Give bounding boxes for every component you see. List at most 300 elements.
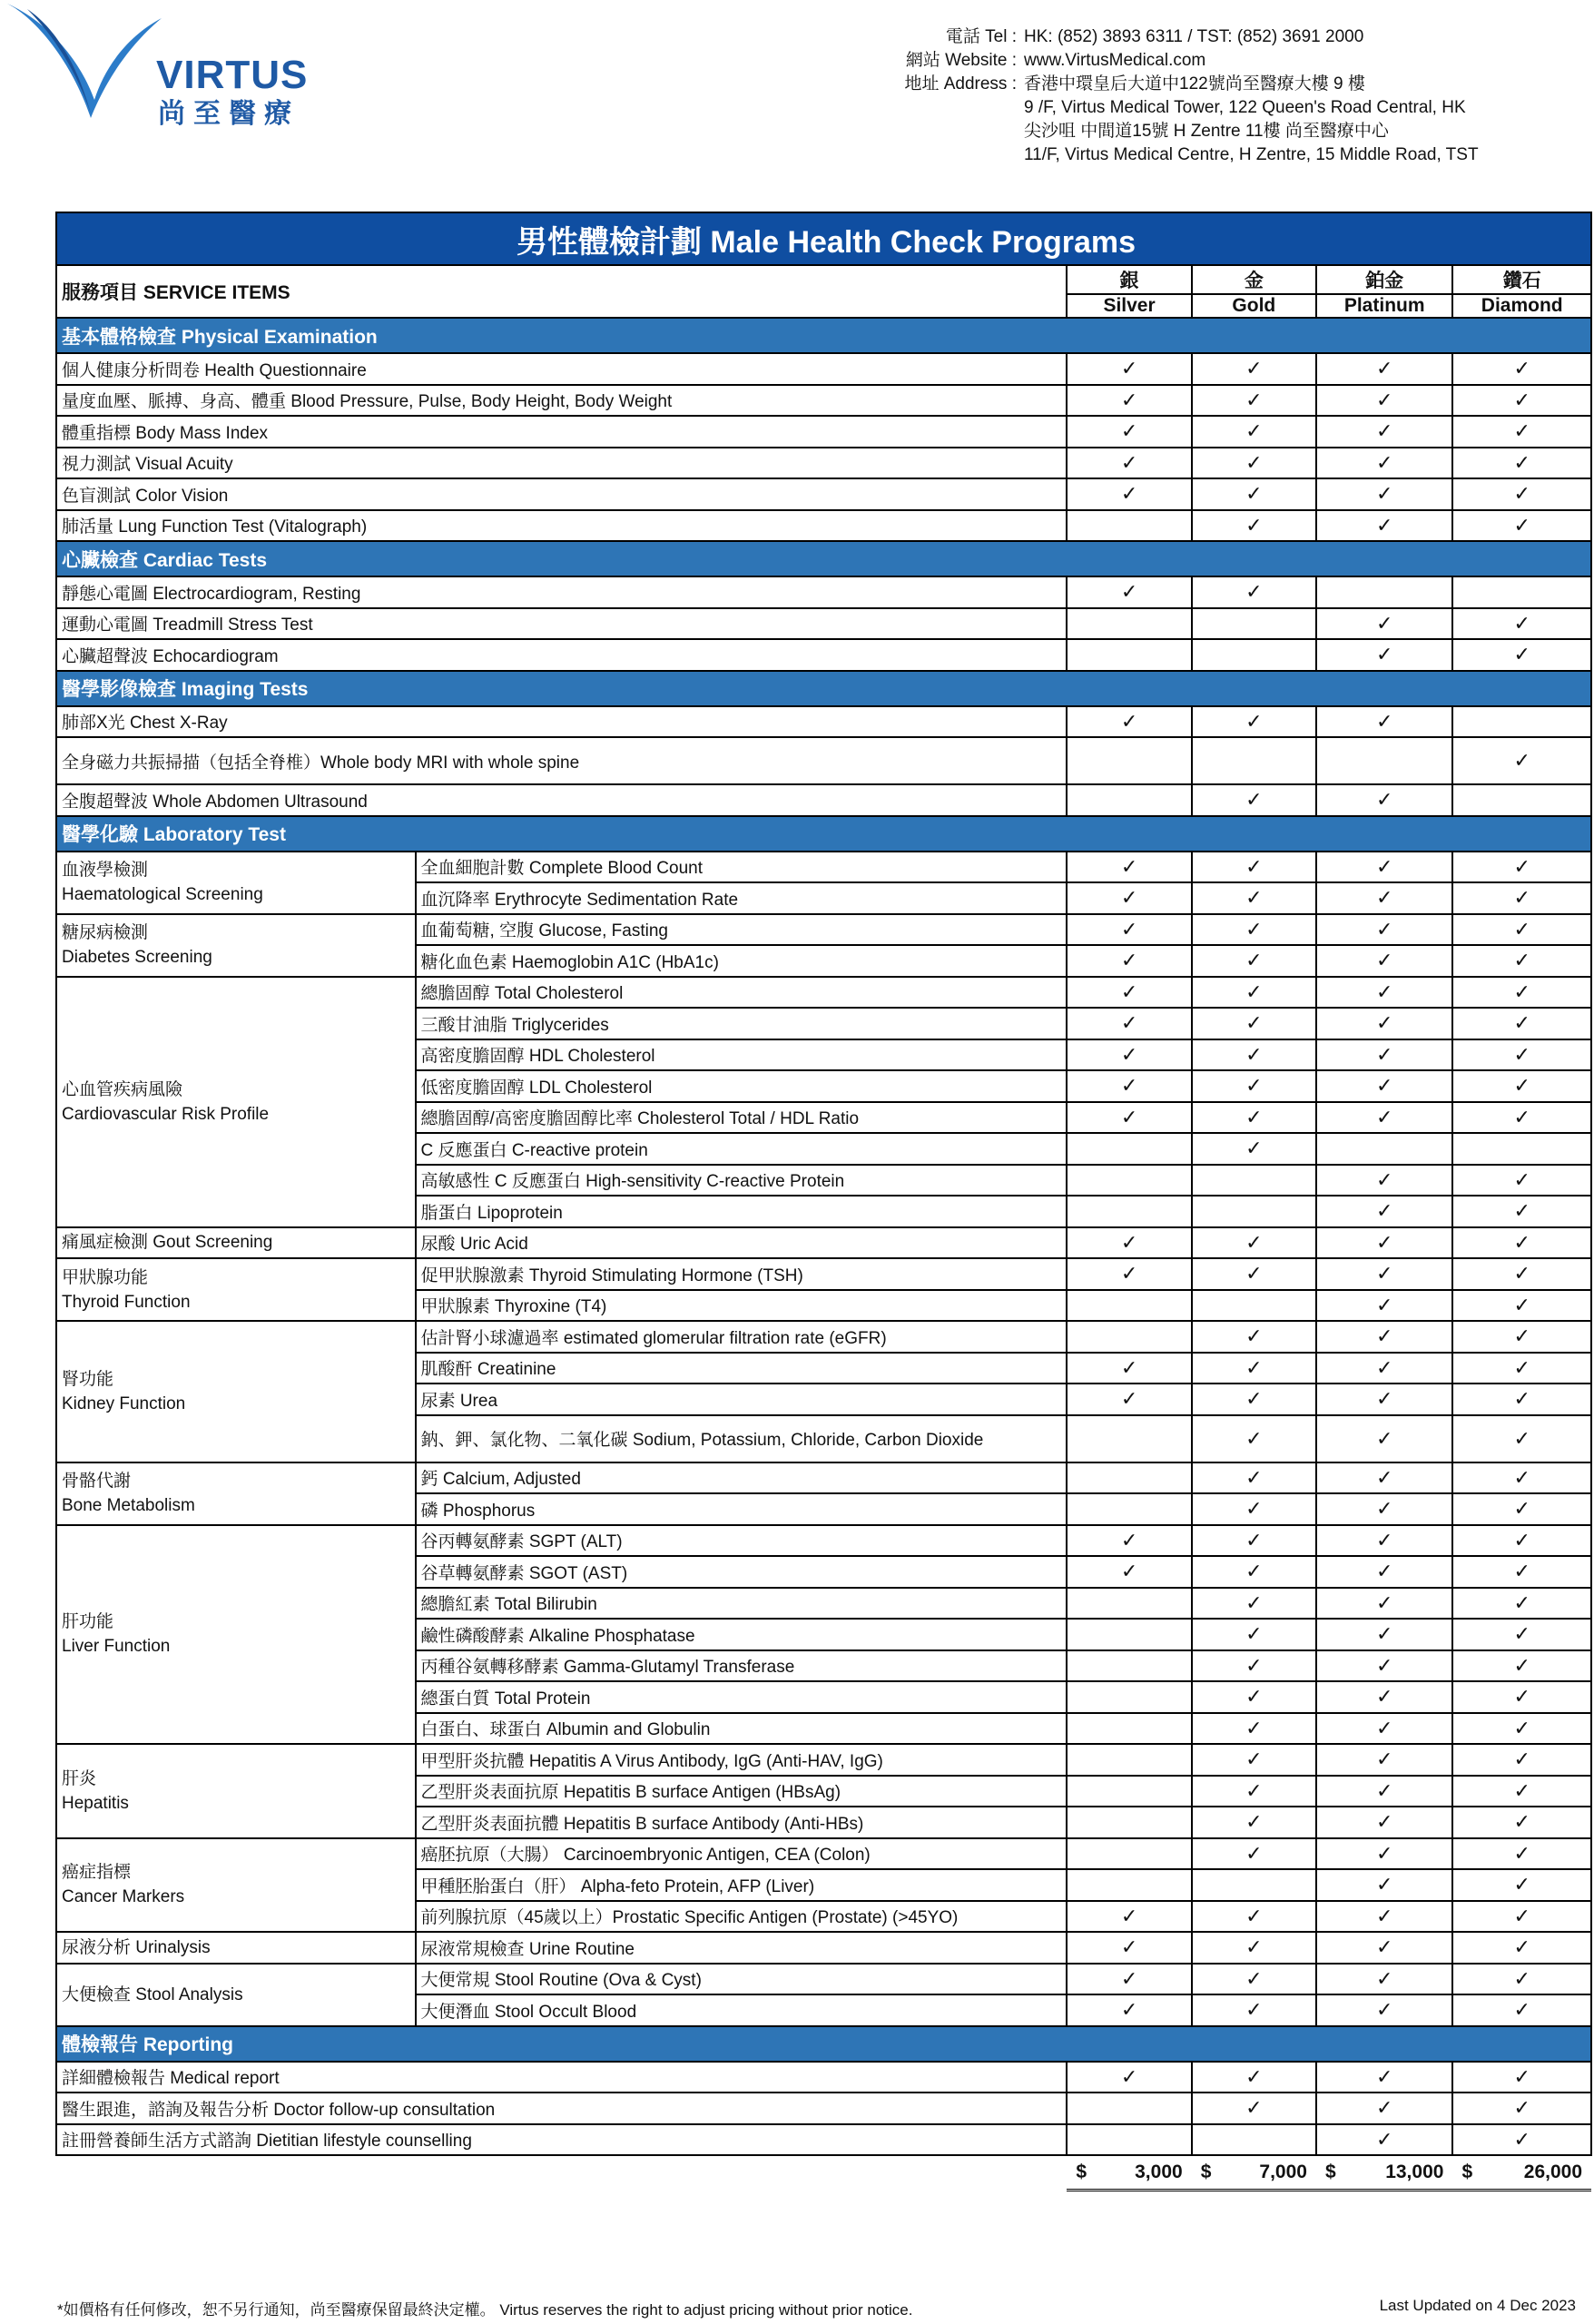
tick-cell (1192, 639, 1316, 671)
price-currency: $ (1461, 2162, 1473, 2182)
table-row (56, 576, 1591, 608)
service-item: 糖化血色素 Haemoglobin A1C (HbA1c) (416, 945, 1068, 977)
table-row (56, 416, 1591, 448)
tick-cell: ✓ (1067, 1525, 1191, 1557)
tick-cell: ✓ (1452, 448, 1591, 479)
contact-label (853, 120, 1024, 143)
tick-cell: ✓ (1452, 1165, 1591, 1196)
tick-cell: ✓ (1452, 977, 1591, 1009)
tick-cell: ✓ (1192, 2093, 1316, 2124)
service-item: 色盲測試 Color Vision (56, 478, 1067, 510)
test-group-en: Haematological Screening (62, 885, 263, 904)
tick-cell: ✓ (1192, 448, 1316, 479)
test-group (56, 1462, 416, 1525)
tick-cell: ✓ (1316, 1353, 1452, 1384)
tick-cell: ✓ (1067, 914, 1191, 946)
tick-cell: ✓ (1067, 977, 1191, 1009)
tick-cell: ✓ (1316, 1415, 1452, 1462)
service-item: 視力測試 Visual Acuity (56, 448, 1067, 479)
tick-cell: ✓ (1192, 1713, 1316, 1745)
tick-cell: ✓ (1316, 1964, 1452, 1995)
tick-cell: ✓ (1192, 1807, 1316, 1838)
tick-cell: ✓ (1316, 1321, 1452, 1353)
test-group-zh: 肝功能 (62, 1612, 114, 1632)
tick-cell (1067, 1133, 1191, 1165)
section-header-row (56, 671, 1591, 706)
tick-cell: ✓ (1316, 1258, 1452, 1290)
tick-cell: ✓ (1452, 1258, 1591, 1290)
tick-cell (1067, 1838, 1191, 1870)
tick-cell: ✓ (1067, 1102, 1191, 1134)
table-row (56, 914, 1591, 946)
test-group-zh: 血液學檢測 (62, 861, 149, 880)
tick-cell: ✓ (1452, 1807, 1591, 1838)
tick-cell: ✓ (1452, 1070, 1591, 1102)
tick-cell: ✓ (1452, 1462, 1591, 1494)
tick-cell: ✓ (1452, 1008, 1591, 1039)
tick-cell: ✓ (1192, 1838, 1316, 1870)
tick-cell: ✓ (1316, 1196, 1452, 1227)
price-currency: $ (1324, 2162, 1336, 2182)
tick-cell: ✓ (1067, 706, 1191, 738)
tick-cell: ✓ (1192, 882, 1316, 914)
table-row (56, 1462, 1591, 1494)
tick-cell (1316, 1133, 1452, 1165)
test-group (56, 1227, 416, 1259)
logo-wordmark: VIRTUS (156, 53, 309, 97)
tick-cell: ✓ (1452, 1619, 1591, 1650)
service-item: 血葡萄糖, 空腹 Glucose, Fasting (416, 914, 1068, 946)
contact-label: 地址 Address : (904, 74, 1017, 94)
tick-cell (1316, 576, 1452, 608)
test-group-zh: 腎功能 (62, 1369, 114, 1389)
tick-cell: ✓ (1452, 478, 1591, 510)
contact-label: 網站 Website : (905, 51, 1017, 70)
tick-cell: ✓ (1192, 510, 1316, 542)
table-row (56, 2062, 1591, 2093)
tier-header-row (56, 265, 1591, 294)
test-group-zh: 肝炎 (62, 1768, 97, 1788)
tick-cell: ✓ (1452, 639, 1591, 671)
tick-cell: ✓ (1316, 914, 1452, 946)
table-row (56, 448, 1591, 479)
tick-cell (1067, 1588, 1191, 1620)
tick-cell: ✓ (1316, 1165, 1452, 1196)
contact-row (853, 143, 1479, 167)
tick-cell: ✓ (1316, 1932, 1452, 1964)
tick-cell: ✓ (1452, 1353, 1591, 1384)
test-group-zh: 尿液分析 Urinalysis (62, 1937, 211, 1957)
tick-cell: ✓ (1192, 852, 1316, 883)
tick-cell (1067, 510, 1191, 542)
tick-cell (1067, 737, 1191, 784)
tick-cell: ✓ (1452, 1525, 1591, 1557)
service-item: 鈣 Calcium, Adjusted (416, 1462, 1068, 1494)
tick-cell: ✓ (1192, 1353, 1316, 1384)
tick-cell: ✓ (1452, 1321, 1591, 1353)
service-item: 脂蛋白 Lipoprotein (416, 1196, 1068, 1227)
tick-cell: ✓ (1192, 576, 1316, 608)
table-row (56, 639, 1591, 671)
tick-cell: ✓ (1452, 1196, 1591, 1227)
test-group (56, 977, 416, 1227)
service-item: 促甲狀腺激素 Thyroid Stimulating Hormone (TSH) (416, 1258, 1068, 1290)
test-group-zh: 癌症指標 (62, 1863, 132, 1883)
test-group (56, 1258, 416, 1321)
service-item: 詳細體檢報告 Medical report (56, 2062, 1067, 2093)
tick-cell (1067, 1713, 1191, 1745)
tick-cell: ✓ (1192, 914, 1316, 946)
tick-cell: ✓ (1316, 510, 1452, 542)
test-group-en: Bone Metabolism (62, 1496, 195, 1515)
tick-cell: ✓ (1452, 737, 1591, 784)
contact-row (853, 120, 1479, 143)
tick-cell: ✓ (1316, 1039, 1452, 1071)
health-check-table (55, 212, 1592, 2191)
service-item: 甲狀腺素 Thyroxine (T4) (416, 1290, 1068, 1322)
table-row (56, 510, 1591, 542)
tick-cell: ✓ (1316, 784, 1452, 816)
section-header-row (56, 816, 1591, 852)
tick-cell: ✓ (1452, 353, 1591, 385)
tick-cell: ✓ (1316, 478, 1452, 510)
service-item: 體重指標 Body Mass Index (56, 416, 1067, 448)
contact-label (853, 143, 1024, 167)
section-header-row (56, 541, 1591, 576)
service-item: 肺部X光 Chest X-Ray (56, 706, 1067, 738)
price-silver (1067, 2155, 1191, 2191)
tick-cell: ✓ (1316, 1493, 1452, 1525)
last-updated: Last Updated on 4 Dec 2023 (1379, 2297, 1576, 2314)
tick-cell: ✓ (1452, 1901, 1591, 1933)
tick-cell (1452, 784, 1591, 816)
tick-cell: ✓ (1192, 1744, 1316, 1776)
pricing-footnote: *如價格有任何修改，恕不另行通知，尚至醫療保留最終決定權。 Virtus reserves the right to adjust pricing without prior notice. (57, 2301, 913, 2319)
tick-cell: ✓ (1067, 478, 1191, 510)
tier-zh-silver: 銀 (1067, 265, 1191, 294)
tick-cell: ✓ (1316, 1008, 1452, 1039)
service-item: 醫生跟進，諮詢及報告分析 Doctor follow-up consultation (56, 2093, 1067, 2124)
tick-cell: ✓ (1452, 945, 1591, 977)
tick-cell: ✓ (1452, 1744, 1591, 1776)
table-row (56, 2124, 1591, 2156)
test-group (56, 1321, 416, 1462)
tick-cell: ✓ (1316, 1681, 1452, 1713)
tick-cell (1067, 1619, 1191, 1650)
table-row (56, 1227, 1591, 1259)
tick-cell (1192, 1165, 1316, 1196)
tick-cell (1452, 706, 1591, 738)
contact-info (853, 25, 1479, 167)
tick-cell: ✓ (1452, 1290, 1591, 1322)
service-item: 尿液常規檢查 Urine Routine (416, 1932, 1068, 1964)
tick-cell (1067, 1462, 1191, 1494)
tick-cell: ✓ (1316, 1290, 1452, 1322)
tick-cell: ✓ (1452, 1384, 1591, 1415)
table-row (56, 737, 1591, 784)
tick-cell: ✓ (1192, 1932, 1316, 1964)
tick-cell: ✓ (1452, 1588, 1591, 1620)
contact-row (853, 73, 1479, 96)
tick-cell: ✓ (1452, 608, 1591, 640)
tick-cell: ✓ (1067, 448, 1191, 479)
service-item: 三酸甘油脂 Triglycerides (416, 1008, 1068, 1039)
tick-cell: ✓ (1192, 1008, 1316, 1039)
tick-cell: ✓ (1067, 1994, 1191, 2026)
tick-cell: ✓ (1452, 385, 1591, 417)
table-row (56, 353, 1591, 385)
service-item: 前列腺抗原（45歲以上）Prostatic Specific Antigen (Prostate) (>45YO) (416, 1901, 1068, 1933)
table-row (56, 1744, 1591, 1776)
tick-cell: ✓ (1192, 1462, 1316, 1494)
section-title: 體檢報告 Reporting (56, 2026, 1591, 2062)
price-amount: 26,000 (1523, 2162, 1582, 2182)
contact-value: HK: (852) 3893 6311 / TST: (852) 3691 2000 (1024, 27, 1364, 46)
tick-cell: ✓ (1192, 1588, 1316, 1620)
tick-cell (1067, 1650, 1191, 1682)
contact-value: 9 /F, Virtus Medical Tower, 122 Queen's Road Central, HK (1024, 98, 1466, 117)
contact-label (853, 96, 1024, 120)
price-row (56, 2155, 1591, 2191)
tick-cell: ✓ (1192, 1321, 1316, 1353)
service-items-header: 服務項目 SERVICE ITEMS (56, 265, 1067, 318)
table-row (56, 608, 1591, 640)
tick-cell: ✓ (1067, 1901, 1191, 1933)
tick-cell: ✓ (1192, 1102, 1316, 1134)
tick-cell: ✓ (1452, 1493, 1591, 1525)
service-item: 尿素 Urea (416, 1384, 1068, 1415)
tick-cell (1067, 1776, 1191, 1807)
service-item: 血沉降率 Erythrocyte Sedimentation Rate (416, 882, 1068, 914)
tick-cell: ✓ (1452, 1838, 1591, 1870)
tick-cell: ✓ (1316, 1525, 1452, 1557)
tick-cell: ✓ (1067, 1384, 1191, 1415)
contact-row (853, 25, 1479, 49)
tier-zh-gold: 金 (1192, 265, 1316, 294)
service-item: 總膽固醇/高密度膽固醇比率 Cholesterol Total / HDL Ratio (416, 1102, 1068, 1134)
tick-cell: ✓ (1316, 448, 1452, 479)
tick-cell: ✓ (1316, 2093, 1452, 2124)
tick-cell: ✓ (1316, 1556, 1452, 1588)
tick-cell (1067, 1290, 1191, 1322)
tick-cell: ✓ (1067, 416, 1191, 448)
tick-cell (1067, 1744, 1191, 1776)
tick-cell: ✓ (1452, 882, 1591, 914)
tick-cell: ✓ (1316, 1994, 1452, 2026)
tick-cell: ✓ (1316, 1462, 1452, 1494)
tick-cell: ✓ (1067, 576, 1191, 608)
tick-cell: ✓ (1452, 1869, 1591, 1901)
tick-cell (1067, 608, 1191, 640)
tick-cell: ✓ (1192, 1556, 1316, 1588)
tick-cell: ✓ (1192, 1070, 1316, 1102)
service-item: 乙型肝炎表面抗體 Hepatitis B surface Antibody (Anti-HBs) (416, 1807, 1068, 1838)
service-item: 肌酸酐 Creatinine (416, 1353, 1068, 1384)
tick-cell: ✓ (1192, 1901, 1316, 1933)
price-amount: 3,000 (1135, 2162, 1183, 2182)
section-header-row (56, 318, 1591, 353)
tick-cell: ✓ (1452, 510, 1591, 542)
logo-v-mark (0, 0, 163, 136)
tick-cell (1067, 784, 1191, 816)
service-item: 量度血壓、脈搏、身高、體重 Blood Pressure, Pulse, Body Height, Body Weight (56, 385, 1067, 417)
tick-cell: ✓ (1316, 1102, 1452, 1134)
service-item: 低密度膽固醇 LDL Cholesterol (416, 1070, 1068, 1102)
tick-cell: ✓ (1316, 1713, 1452, 1745)
tick-cell: ✓ (1192, 478, 1316, 510)
contact-value[interactable]: www.VirtusMedical.com (1024, 51, 1206, 70)
tick-cell: ✓ (1067, 353, 1191, 385)
price-amount: 13,000 (1385, 2162, 1444, 2182)
tick-cell (1067, 1493, 1191, 1525)
test-group-zh: 大便檢查 Stool Analysis (62, 1984, 243, 2004)
tier-zh-diamond: 鑽石 (1452, 265, 1591, 294)
tick-cell: ✓ (1452, 416, 1591, 448)
service-item: 大便潛血 Stool Occult Blood (416, 1994, 1068, 2026)
section-title: 心臟檢查 Cardiac Tests (56, 541, 1591, 576)
tick-cell: ✓ (1316, 1227, 1452, 1259)
service-item: 乙型肝炎表面抗原 Hepatitis B surface Antigen (HBsAg) (416, 1776, 1068, 1807)
price-currency: $ (1200, 2162, 1212, 2182)
tier-en-gold: Gold (1192, 294, 1316, 318)
tick-cell: ✓ (1192, 1415, 1316, 1462)
service-item: 肺活量 Lung Function Test (Vitalograph) (56, 510, 1067, 542)
tick-cell: ✓ (1316, 1650, 1452, 1682)
service-item: 高密度膽固醇 HDL Cholesterol (416, 1039, 1068, 1071)
logo-chinese-name: 尚至醫療 (158, 99, 300, 129)
test-group (56, 1838, 416, 1933)
tick-cell: ✓ (1192, 977, 1316, 1009)
service-item: 個人健康分析問卷 Health Questionnaire (56, 353, 1067, 385)
tick-cell: ✓ (1067, 1070, 1191, 1102)
tick-cell: ✓ (1067, 1556, 1191, 1588)
tick-cell: ✓ (1452, 1932, 1591, 1964)
table-row (56, 385, 1591, 417)
service-item: 鈉、鉀、氯化物、二氧化碳 Sodium, Potassium, Chloride, Carbon Dioxide (416, 1415, 1068, 1462)
tick-cell: ✓ (1316, 1901, 1452, 1933)
tick-cell: ✓ (1192, 1384, 1316, 1415)
section-header-row (56, 2026, 1591, 2062)
tick-cell: ✓ (1452, 1039, 1591, 1071)
tick-cell: ✓ (1192, 1619, 1316, 1650)
tick-cell: ✓ (1316, 1619, 1452, 1650)
tick-cell (1067, 1869, 1191, 1901)
service-item: C 反應蛋白 C-reactive protein (416, 1133, 1068, 1165)
table-row (56, 1838, 1591, 1870)
test-group (56, 1744, 416, 1838)
price-platinum (1316, 2155, 1452, 2191)
test-group (56, 1525, 416, 1745)
tick-cell: ✓ (1452, 1681, 1591, 1713)
tick-cell: ✓ (1316, 977, 1452, 1009)
logo (0, 0, 327, 136)
tick-cell: ✓ (1316, 1776, 1452, 1807)
contact-value: 香港中環皇后大道中122號尚至醫療大樓 9 樓 (1024, 74, 1365, 94)
tick-cell: ✓ (1316, 639, 1452, 671)
tick-cell: ✓ (1067, 2062, 1191, 2093)
service-item: 高敏感性 C 反應蛋白 High-sensitivity C-reactive Protein (416, 1165, 1068, 1196)
tick-cell: ✓ (1067, 1353, 1191, 1384)
tick-cell (1452, 576, 1591, 608)
tick-cell: ✓ (1316, 385, 1452, 417)
tick-cell: ✓ (1452, 1227, 1591, 1259)
service-item: 心臟超聲波 Echocardiogram (56, 639, 1067, 671)
tick-cell: ✓ (1316, 2124, 1452, 2156)
tick-cell: ✓ (1316, 608, 1452, 640)
tick-cell (1192, 2124, 1316, 2156)
test-group-zh: 糖尿病檢測 (62, 923, 149, 942)
tick-cell: ✓ (1316, 353, 1452, 385)
tick-cell: ✓ (1192, 385, 1316, 417)
tick-cell: ✓ (1316, 1384, 1452, 1415)
tick-cell: ✓ (1452, 1650, 1591, 1682)
test-group-zh: 心血管疾病風險 (62, 1079, 183, 1099)
service-item: 白蛋白、球蛋白 Albumin and Globulin (416, 1713, 1068, 1745)
tick-cell: ✓ (1192, 1650, 1316, 1682)
tick-cell: ✓ (1192, 2062, 1316, 2093)
tick-cell (1067, 1165, 1191, 1196)
tier-en-silver: Silver (1067, 294, 1191, 318)
tick-cell: ✓ (1067, 1258, 1191, 1290)
tick-cell: ✓ (1452, 1713, 1591, 1745)
tick-cell: ✓ (1192, 416, 1316, 448)
service-item: 大便常規 Stool Routine (Ova & Cyst) (416, 1964, 1068, 1995)
tick-cell: ✓ (1192, 1133, 1316, 1165)
test-group (56, 1964, 416, 2026)
table-title-row (56, 212, 1591, 265)
service-item: 總膽紅素 Total Bilirubin (416, 1588, 1068, 1620)
tick-cell: ✓ (1452, 852, 1591, 883)
test-group (56, 852, 416, 914)
tick-cell: ✓ (1452, 1556, 1591, 1588)
table-row (56, 706, 1591, 738)
tick-cell: ✓ (1316, 2062, 1452, 2093)
tick-cell: ✓ (1192, 706, 1316, 738)
table-title: 男性體檢計劃 Male Health Check Programs (56, 212, 1591, 265)
test-group-en: Cancer Markers (62, 1887, 185, 1907)
section-title: 醫學影像檢查 Imaging Tests (56, 671, 1591, 706)
tick-cell: ✓ (1192, 353, 1316, 385)
service-item: 癌胚抗原（大腸） Carcinoembryonic Antigen, CEA (Colon) (416, 1838, 1068, 1870)
tick-cell: ✓ (1316, 1588, 1452, 1620)
service-item: 谷丙轉氨酵素 SGPT (ALT) (416, 1525, 1068, 1557)
contact-row (853, 49, 1479, 73)
tick-cell: ✓ (1452, 2093, 1591, 2124)
table-row (56, 1964, 1591, 1995)
service-item: 總膽固醇 Total Cholesterol (416, 977, 1068, 1009)
tick-cell (1192, 737, 1316, 784)
tick-cell: ✓ (1067, 882, 1191, 914)
tick-cell: ✓ (1192, 1039, 1316, 1071)
tick-cell: ✓ (1192, 1525, 1316, 1557)
tick-cell: ✓ (1316, 1869, 1452, 1901)
tick-cell: ✓ (1192, 784, 1316, 816)
tick-cell: ✓ (1067, 1039, 1191, 1071)
tick-cell: ✓ (1316, 945, 1452, 977)
tick-cell: ✓ (1067, 945, 1191, 977)
tick-cell: ✓ (1452, 1994, 1591, 2026)
tick-cell: ✓ (1316, 706, 1452, 738)
tick-cell (1067, 1415, 1191, 1462)
tick-cell: ✓ (1192, 1681, 1316, 1713)
table-row (56, 2093, 1591, 2124)
tick-cell: ✓ (1067, 852, 1191, 883)
contact-label: 電話 Tel : (945, 27, 1017, 46)
tick-cell (1192, 608, 1316, 640)
tick-cell: ✓ (1316, 1744, 1452, 1776)
tick-cell: ✓ (1067, 385, 1191, 417)
tier-en-platinum: Platinum (1316, 294, 1452, 318)
